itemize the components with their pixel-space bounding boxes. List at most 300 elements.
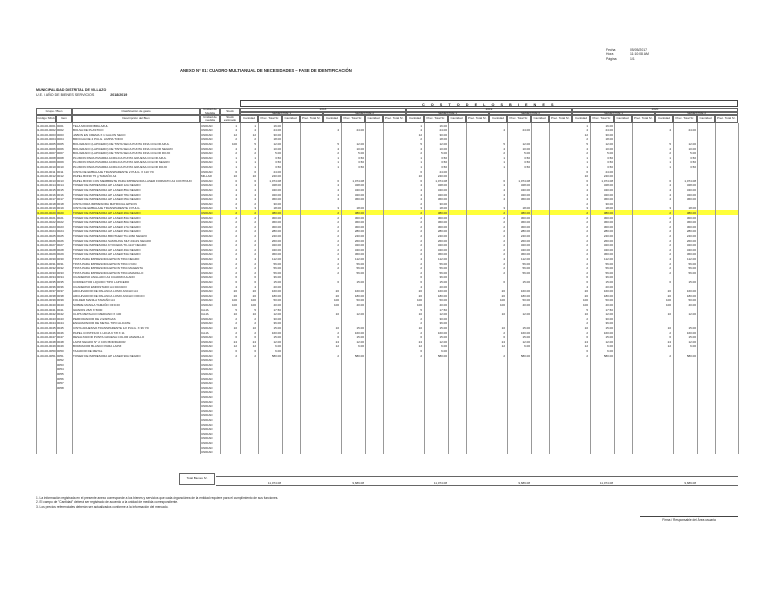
cell-item: 0017 [57, 197, 64, 202]
cell-stock: 20 [233, 293, 237, 298]
header-subcol: Prec. Total S/. [424, 115, 448, 123]
cell-quantity: 6 [254, 169, 256, 174]
cell-unit: UNIDAD [201, 440, 213, 445]
cell-total: 1,074.08 [435, 178, 447, 183]
cell-total: 12.00 [605, 312, 613, 317]
cell-total: 24.00 [439, 169, 447, 174]
cell-quantity: 2 [586, 252, 588, 257]
cell-total: 360.00 [520, 252, 530, 257]
cell-total: 56.00 [273, 270, 281, 275]
cell-total: 3.50 [690, 164, 696, 169]
header-stock-sub: Stock estimado [220, 115, 240, 123]
cell-description: TONER DE IMPRESORA HP LASER 05A NEGRO [73, 197, 141, 202]
cell-total: 160.00 [520, 330, 530, 335]
cell-quantity: 5 [420, 141, 422, 146]
cell-quantity: 10 [252, 325, 256, 330]
cell-quantity: 2 [420, 316, 422, 321]
cell-quantity: 2 [420, 321, 422, 326]
cell-unit: UNIDAD [201, 431, 213, 436]
cell-total: 56.00 [439, 270, 447, 275]
cell-unit: UNIDAD [201, 187, 213, 192]
cell-quantity: 6 [254, 335, 256, 340]
cell-total: 160.00 [520, 289, 530, 294]
cell-total: 15.00 [273, 325, 281, 330]
cell-code: 01-00-00-0050 [36, 348, 56, 353]
cell-quantity: 12 [335, 344, 339, 349]
cell-item: 0054 [57, 367, 64, 372]
cell-stock: 6 [235, 279, 237, 284]
cell-description: PLUMON PARA PIZARRA ACRILICA PUNTA GRUESA COLOR NEGRO [73, 160, 170, 165]
cell-total: 340.00 [437, 187, 447, 192]
cell-total: 12.00 [356, 339, 364, 344]
cell-total: 36.00 [439, 275, 447, 280]
cell-quantity: 2 [669, 151, 671, 156]
cell-quantity: 6 [420, 335, 422, 340]
cell-code: 01-00-00-0020 [36, 210, 56, 215]
cell-item: 0008 [57, 155, 64, 160]
cell-stock: 2 [235, 243, 237, 248]
cell-unit: UNIDAD [201, 358, 213, 363]
cell-total: 160.00 [354, 289, 364, 294]
cell-description: BOLSA DE PLASTICO [73, 128, 104, 133]
cell-item: 0016 [57, 192, 64, 197]
cell-unit: UNIDAD [201, 151, 213, 156]
cell-total: 180.00 [354, 293, 364, 298]
cell-quantity: 2 [669, 243, 671, 248]
header-subcol: Cantidad [697, 115, 715, 123]
cell-total: 320.00 [437, 243, 447, 248]
cell-quantity: 4 [669, 187, 671, 192]
cell-total: 260.00 [603, 238, 613, 243]
cell-quantity: 2 [337, 224, 339, 229]
cell-stock: 2 [235, 252, 237, 257]
cell-total: 30.00 [605, 201, 613, 206]
cell-stock: 100 [231, 302, 237, 307]
cell-unit: UNIDAD [201, 201, 213, 206]
cell-total: 360.00 [354, 252, 364, 257]
cell-quantity: 20 [418, 293, 422, 298]
cell-item: 0015 [57, 187, 64, 192]
cell-quantity: 4 [586, 197, 588, 202]
cell-code: 01-00-00-0021 [36, 215, 56, 220]
cell-unit: UNIDAD [201, 445, 213, 450]
header-subcol: Prec. Total S/. [715, 115, 739, 123]
cell-item: 0028 [57, 247, 64, 252]
cell-total: 340.00 [603, 187, 613, 192]
cell-total: 360.00 [603, 220, 613, 225]
cell-total: 12.00 [688, 312, 696, 317]
cell-total: 1,074.08 [684, 178, 696, 183]
cell-quantity: 3 [669, 206, 671, 211]
cell-total: 360.00 [437, 220, 447, 225]
cell-quantity: 100 [499, 298, 505, 303]
cell-total: 280.00 [520, 229, 530, 234]
cell-total: 17.50 [439, 307, 447, 312]
cell-quantity: 3 [503, 206, 505, 211]
cell-quantity: 2 [420, 210, 422, 215]
cell-quantity: 1 [586, 155, 588, 160]
cell-quantity: 12 [418, 132, 422, 137]
cell-stock: 10 [233, 312, 237, 317]
cell-quantity: 4 [254, 183, 256, 188]
cell-total: 180.00 [603, 293, 613, 298]
cell-quantity: 2 [420, 353, 422, 358]
cell-quantity: 2 [669, 220, 671, 225]
cell-total: 30.00 [605, 316, 613, 321]
cell-quantity: 2 [254, 229, 256, 234]
cell-code: 01-00-00-0014 [36, 183, 56, 188]
cell-total: 580.00 [354, 353, 364, 358]
cell-quantity: 12 [252, 132, 256, 137]
cell-description: CINTA DE EMBALAJE TRANSPARENTE 3 PULG. [73, 206, 141, 211]
cell-quantity: 2 [254, 353, 256, 358]
header-subcol: Cantidad [614, 115, 632, 123]
header-clasificacion: Clasificación de gasto [72, 108, 200, 115]
cell-quantity: 6 [503, 178, 505, 183]
header-subcol: Cantidad [365, 115, 383, 123]
cell-stock: 6 [235, 275, 237, 280]
cell-total: 160.00 [603, 289, 613, 294]
cell-quantity: 2 [503, 210, 505, 215]
cell-total: 260.00 [686, 238, 696, 243]
cell-quantity: 2 [586, 210, 588, 215]
cell-total: 240.00 [520, 233, 530, 238]
cell-code: 01-00-00-0005 [36, 141, 56, 146]
cell-unit: UNIDAD [201, 266, 213, 271]
cell-unit: UNIDAD [201, 192, 213, 197]
cell-total: 15.00 [605, 279, 613, 284]
cell-total: 340.00 [437, 247, 447, 252]
cell-unit: UNIDAD [201, 128, 213, 133]
cell-total: 360.00 [354, 197, 364, 202]
cell-item: 0010 [57, 164, 64, 169]
cell-item: 0021 [57, 215, 64, 220]
cell-description: TONER DE IMPRESORA KYOCERA TK-1147 NEGRO [73, 243, 147, 248]
cell-total: 3.50 [275, 155, 281, 160]
cell-total: 15.00 [273, 279, 281, 284]
cell-total: 6.00 [275, 348, 281, 353]
cell-quantity: 4 [254, 197, 256, 202]
cell-stock: 2 [235, 210, 237, 215]
header-subcol: Prec. Total S/. [466, 115, 490, 123]
cell-item: 0055 [57, 371, 64, 376]
cell-quantity: 2 [254, 261, 256, 266]
cell-quantity: 2 [669, 229, 671, 234]
cell-total: 3.50 [441, 155, 447, 160]
cell-quantity: 4 [420, 146, 422, 151]
cell-code: 01-00-00-0039 [36, 298, 56, 303]
cell-unit: UNIDAD [201, 183, 213, 188]
cell-quantity: 5 [254, 307, 256, 312]
cell-quantity: 4 [420, 183, 422, 188]
cell-total: 1,074.08 [352, 178, 364, 183]
cell-description: TONER DE IMPRESORA HP LASER 80A NEGRO [73, 220, 141, 225]
cell-item: 0014 [57, 183, 64, 188]
cell-quantity: 4 [503, 256, 505, 261]
cell-total: 24.00 [439, 128, 447, 133]
cell-stock: 2 [235, 353, 237, 358]
cell-quantity: 4 [503, 197, 505, 202]
cell-item: 0018 [57, 201, 64, 206]
cell-total: 3.50 [441, 160, 447, 165]
cell-unit: UNIDAD [201, 132, 213, 137]
cell-total: 18.00 [356, 206, 364, 211]
cell-total: 340.00 [603, 247, 613, 252]
cell-quantity: 20 [667, 289, 671, 294]
cell-quantity: 4 [503, 128, 505, 133]
cell-code: 01-00-00-0008 [36, 155, 56, 160]
cell-total: 6.00 [441, 348, 447, 353]
cell-code: 01-00-00-0019 [36, 206, 56, 211]
cell-total: 56.00 [522, 270, 530, 275]
cell-unit: UNIDAD [201, 390, 213, 395]
cell-total: 12.00 [273, 339, 281, 344]
cell-quantity: 2 [669, 266, 671, 271]
cell-total: 320.00 [520, 243, 530, 248]
cell-quantity: 4 [337, 197, 339, 202]
cell-quantity: 12 [252, 344, 256, 349]
cell-total: 3.50 [690, 160, 696, 165]
cell-total: 360.00 [686, 197, 696, 202]
cell-stock: 4 [235, 284, 237, 289]
cell-total: 3.50 [358, 164, 364, 169]
cell-quantity: 2 [586, 266, 588, 271]
cell-stock: 4 [235, 146, 237, 151]
cell-stock: 12 [233, 344, 237, 349]
cell-stock: 2 [235, 229, 237, 234]
cell-unit: UNIDAD [201, 233, 213, 238]
footnote: 2. El campo de "Cantidad" deberá ser registrado de acuerdo a la unidad de medida correspondiente. [36, 500, 179, 505]
header-year: 2018 [240, 108, 406, 112]
cell-item: 0019 [57, 206, 64, 211]
cell-total: 30.00 [439, 132, 447, 137]
cell-description: PLUMON PARA PIZARRA ACRILICA PUNTA GRUESA COLOR AZUL [73, 155, 167, 160]
cell-quantity: 2 [586, 321, 588, 326]
cell-unit: UNIDAD [201, 146, 213, 151]
cell-quantity: 2 [586, 330, 588, 335]
cell-quantity: 10 [252, 312, 256, 317]
cell-total: 5.00 [524, 151, 530, 156]
cell-total: 12.00 [605, 141, 613, 146]
cell-unit: UNIDAD [201, 316, 213, 321]
cell-total: 12.00 [439, 312, 447, 317]
cell-total: 15.00 [688, 325, 696, 330]
cell-quantity: 2 [337, 238, 339, 243]
cell-quantity: 2 [669, 215, 671, 220]
cell-total: 360.00 [520, 197, 530, 202]
cell-stock: 2 [235, 224, 237, 229]
cell-stock: 2 [235, 247, 237, 252]
cell-stock: 2 [235, 137, 237, 142]
cell-total: 240.00 [354, 233, 364, 238]
cell-stock: 2 [235, 316, 237, 321]
cell-total: 240.00 [603, 233, 613, 238]
cell-quantity: 20 [252, 289, 256, 294]
cell-total: 320.00 [437, 192, 447, 197]
cell-quantity: 2 [254, 201, 256, 206]
cell-total: 15.00 [273, 335, 281, 340]
cell-stock: 2 [235, 233, 237, 238]
cell-quantity: 2 [420, 252, 422, 257]
cell-total: 360.00 [271, 197, 281, 202]
cell-total: 160.00 [437, 330, 447, 335]
totals-label: Total Bienes S/. [179, 473, 215, 485]
cell-item: 0013 [57, 178, 64, 183]
cell-code: 01-00-00-0038 [36, 293, 56, 298]
cell-quantity: 2 [337, 261, 339, 266]
cell-total: 340.00 [354, 187, 364, 192]
cell-code: 01-00-00-0034 [36, 275, 56, 280]
cell-quantity: 100 [250, 298, 256, 303]
cell-quantity: 100 [333, 298, 339, 303]
cell-item: 0045 [57, 325, 64, 330]
cell-unit: UNIDAD [201, 436, 213, 441]
cell-quantity: 3 [420, 206, 422, 211]
total-amount: 9,689.08 [684, 481, 696, 485]
cell-unit: UNIDAD [201, 275, 213, 280]
cell-quantity: 4 [586, 284, 588, 289]
cell-total: 10.00 [522, 146, 530, 151]
cell-quantity: 1 [669, 155, 671, 160]
cell-total: 300.00 [354, 215, 364, 220]
cell-quantity: 2 [420, 201, 422, 206]
cell-item: 0037 [57, 289, 64, 294]
cell-item: 0036 [57, 284, 64, 289]
cell-total: 36.00 [273, 321, 281, 326]
cell-code: 01-00-00-0035 [36, 279, 56, 284]
cell-description: TONER DE IMPRESORA HP LASER 17A NEGRO [73, 224, 141, 229]
cell-quantity: 1 [337, 160, 339, 165]
cell-total: 56.00 [605, 270, 613, 275]
header-subcol: Prec. Total S/. [590, 115, 614, 123]
cell-unit: UNIDAD [201, 178, 213, 183]
cell-quantity: 1 [503, 155, 505, 160]
cell-description: ARCHIVADOR DE PALANCA LOMO ANCHO OFICIO [73, 293, 145, 298]
cell-quantity: 4 [420, 187, 422, 192]
cell-quantity: 2 [586, 224, 588, 229]
cell-stock: 1 [235, 155, 237, 160]
cell-total: 360.00 [354, 220, 364, 225]
cell-stock: 20 [233, 289, 237, 294]
cell-description: TELA MICROFIBRA AZUL [73, 123, 109, 128]
cell-stock: 6 [235, 335, 237, 340]
cell-item: 0006 [57, 146, 64, 151]
cell-item: 0025 [57, 233, 64, 238]
cell-total: 24.00 [605, 128, 613, 133]
cell-quantity: 6 [420, 169, 422, 174]
cell-code: 01-00-00-0030 [36, 256, 56, 261]
cell-quantity: 100 [416, 298, 422, 303]
cell-code: 01-00-00-0009 [36, 160, 56, 165]
cell-total: 24.00 [273, 169, 281, 174]
cell-total: 300.00 [271, 215, 281, 220]
cell-quantity: 1 [337, 164, 339, 169]
cell-total: 56.00 [605, 266, 613, 271]
cell-unit: UNIDAD [201, 229, 213, 234]
table-row [36, 450, 738, 455]
cell-total: 18.00 [522, 206, 530, 211]
cell-quantity: 100 [333, 302, 339, 307]
cell-total: 18.00 [273, 137, 281, 142]
cell-total: 50.00 [356, 298, 364, 303]
cell-item: 0009 [57, 160, 64, 165]
cell-quantity: 2 [254, 151, 256, 156]
cell-quantity: 2 [254, 233, 256, 238]
cell-stock: 2 [235, 330, 237, 335]
cell-total: 36.00 [605, 275, 613, 280]
cell-total: 160.00 [271, 289, 281, 294]
cell-quantity: 2 [586, 215, 588, 220]
cell-quantity: 2 [503, 266, 505, 271]
cell-quantity: 2 [254, 270, 256, 275]
cell-quantity: 2 [420, 261, 422, 266]
cell-code: 01-00-00-0029 [36, 252, 56, 257]
cell-stock: 12 [233, 132, 237, 137]
cell-total: 320.00 [354, 192, 364, 197]
cell-stock: 3 [235, 206, 237, 211]
header-subcol: Prec. Total S/. [258, 115, 282, 123]
cell-quantity: 2 [337, 266, 339, 271]
cell-total: 56.00 [439, 261, 447, 266]
cell-description: TINTA PARA IMPRESORA EPSON T664 CYAN [73, 261, 137, 266]
cell-quantity: 5 [337, 141, 339, 146]
cell-stock: 2 [235, 201, 237, 206]
cell-quantity: 1 [586, 164, 588, 169]
cell-quantity: 24 [252, 339, 256, 344]
cell-unit: UNIDAD [201, 399, 213, 404]
cell-unit: CAJA [201, 307, 209, 312]
cell-quantity: 5 [420, 307, 422, 312]
cell-quantity: 2 [420, 215, 422, 220]
cell-total: 12.00 [522, 339, 530, 344]
cell-total: 17.50 [605, 307, 613, 312]
cell-code: 01-00-00-0049 [36, 344, 56, 349]
cell-code: 01-00-00-0022 [36, 220, 56, 225]
cell-quantity: 2 [337, 151, 339, 156]
header-subcol: Cantidad [406, 115, 424, 123]
cell-total: 10.00 [356, 146, 364, 151]
cell-code: 01-00-00-0011 [36, 169, 56, 174]
cell-stock: 0 [235, 178, 237, 183]
cell-total: 15.00 [605, 335, 613, 340]
cell-item: 0024 [57, 229, 64, 234]
cell-total: 18.00 [273, 206, 281, 211]
cell-description: BOLIGRAFO (LAPICERO) DE TINTA SECA PUNTA FINA COLOR ROJO [73, 151, 171, 156]
cell-quantity: 20 [584, 293, 588, 298]
header-subcol: Cantidad [572, 115, 590, 123]
cell-quantity: 4 [586, 183, 588, 188]
cell-unit: UNIDAD [201, 206, 213, 211]
cell-item: 0031 [57, 261, 64, 266]
cell-quantity: 24 [418, 339, 422, 344]
cell-unit: UNIDAD [201, 289, 213, 294]
cell-total: 3.50 [524, 164, 530, 169]
cell-item: 0053 [57, 362, 64, 367]
cell-total: 20.00 [273, 284, 281, 289]
cell-total: 580.00 [520, 353, 530, 358]
cell-quantity: 6 [503, 335, 505, 340]
cell-unit: UNIDAD [201, 270, 213, 275]
cell-unit: UNIDAD [201, 215, 213, 220]
cell-code: 01-00-00-0024 [36, 229, 56, 234]
cell-quantity: 5 [586, 307, 588, 312]
cell-total: 328.00 [603, 183, 613, 188]
header-subcol: Prec. Total S/. [549, 115, 573, 123]
period-line [36, 93, 127, 97]
header-subcol: Cantidad [531, 115, 549, 123]
cell-total: 360.00 [520, 220, 530, 225]
cell-description: JABON EN CREMA X 1 GALON SECO [73, 132, 126, 137]
